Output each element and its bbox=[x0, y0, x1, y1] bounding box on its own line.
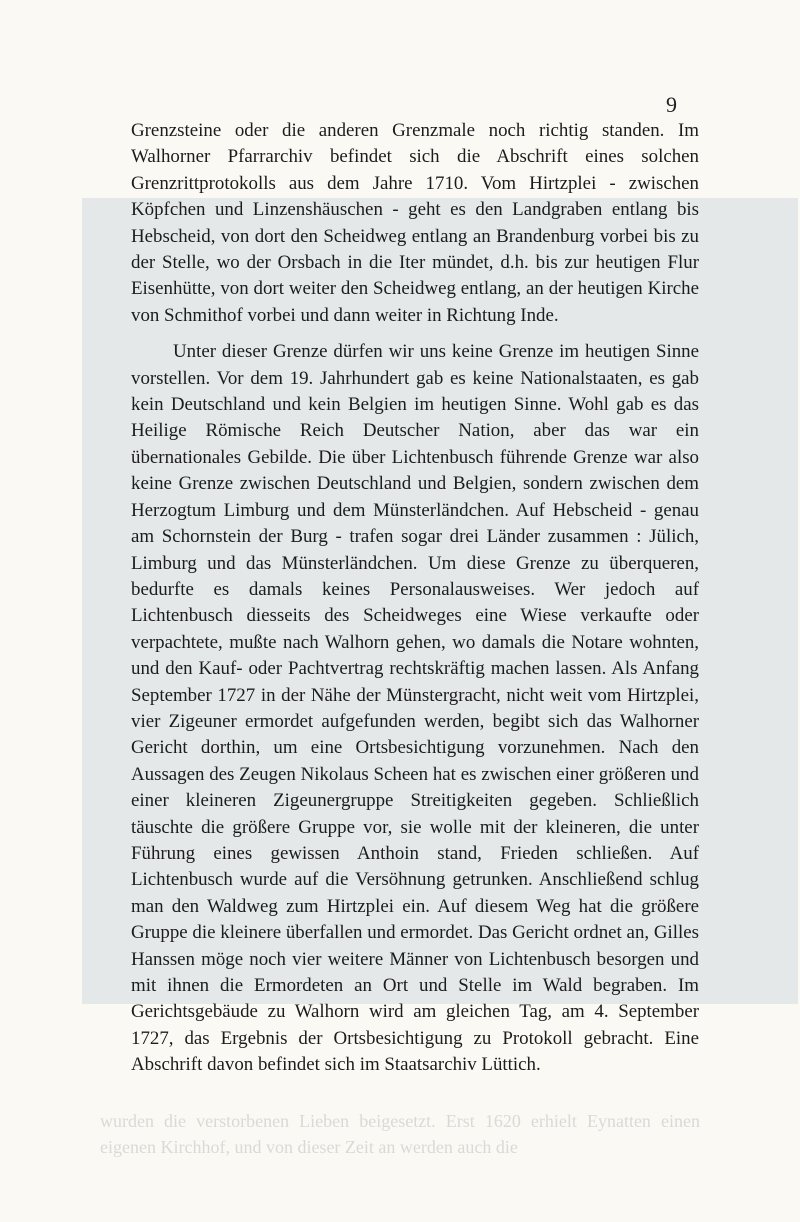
paragraph-2: Unter dieser Grenze dürfen wir uns keine Grenze im heutigen Sinne vorstellen. Vor dem 19. Jahrhundert gab es keine Nationalstaaten, es gab kein Deutschland und kein Belgien im heutigen Sinne. Wohl gab es das Heilige Römische Reich Deutscher Nation, aber das war ein übernationales Gebilde. Die über Lichtenbusch führende Grenze war also keine Grenze zwischen Deutschland und Belgien, sondern zwischen dem Herzogtum Limburg und dem Münsterländchen. Auf Hebscheid - genau am Schornstein der Burg - trafen sogar drei Länder zusammen : Jülich, Limburg und das Münsterländchen. Um diese Grenze zu überqueren, bedurfte es damals keines Personalausweises. Wer jedoch auf Lichtenbusch diesseits des Scheidweges eine Wiese verkaufte oder verpachtete, mußte nach Walhorn gehen, wo damals die Notare wohnten, und den Kauf- oder Pachtvertrag rechtskräftig machen lassen. Als Anfang September 1727 in der Nähe der Münstergracht, nicht weit vom Hirtzplei, vier Zigeuner ermordet aufgefunden werden, begibt sich das Walhorner Gericht dorthin, um eine Ortsbesichtigung vorzunehmen. Nach den Aussagen des Zeugen Nikolaus Scheen hat es zwischen einer größeren und einer kleineren Zigeunergruppe Streitigkeiten gegeben. Schließlich täuschte die größere Gruppe vor, sie wolle mit der kleineren, die unter Führung eines gewissen Anthoin stand, Frieden schließen. Auf Lichtenbusch wurde auf die Versöhnung getrunken. Anschließend schlug man den Waldweg zum Hirtzplei ein. Auf diesem Weg hat die größere Gruppe die kleinere überfallen und ermordet. Das Gericht ordnet an, Gilles Hanssen möge noch vier weitere Männer von Lichtenbusch besorgen und mit ihnen die Ermordeten an Ort und Stelle im Wald begraben. Im Gerichtsgebäude zu Walhorn wird am gleichen Tag, am 4. September 1727, das Ergebnis der Ortsbesichtigung zu Protokoll gebracht. Eine Abschrift davon befindet sich im Staatsarchiv Lüttich. bbox=[131, 341, 699, 1076]
body-text bbox=[131, 118, 699, 1079]
paragraph-1: Grenzsteine oder die anderen Grenzmale noch richtig standen. Im Walhorner Pfarrarchiv befindet sich die Abschrift eines solchen Grenzrittprotokolls aus dem Jahre 1710. Vom Hirtzplei - zwischen Köpfchen und Linzenshäuschen - geht es den Landgraben entlang bis Hebscheid, von dort den Scheidweg entlang an Brandenburg vorbei bis zu der Stelle, wo der Orsbach in die Iter mündet, d.h. bis zur heutigen Flur Eisenhütte, von dort weiter den Scheidweg entlang, an der heutigen Kirche von Schmithof vorbei und dann weiter in Richtung Inde. bbox=[131, 120, 699, 326]
page-number: 9 bbox=[666, 92, 677, 117]
bleed-through-text: wurden die verstorbenen Lieben beigesetzt. Erst 1620 erhielt Eynatten einen eigenen Kirchhof, und von dieser Zeit an werden auch die bbox=[100, 1111, 700, 1157]
